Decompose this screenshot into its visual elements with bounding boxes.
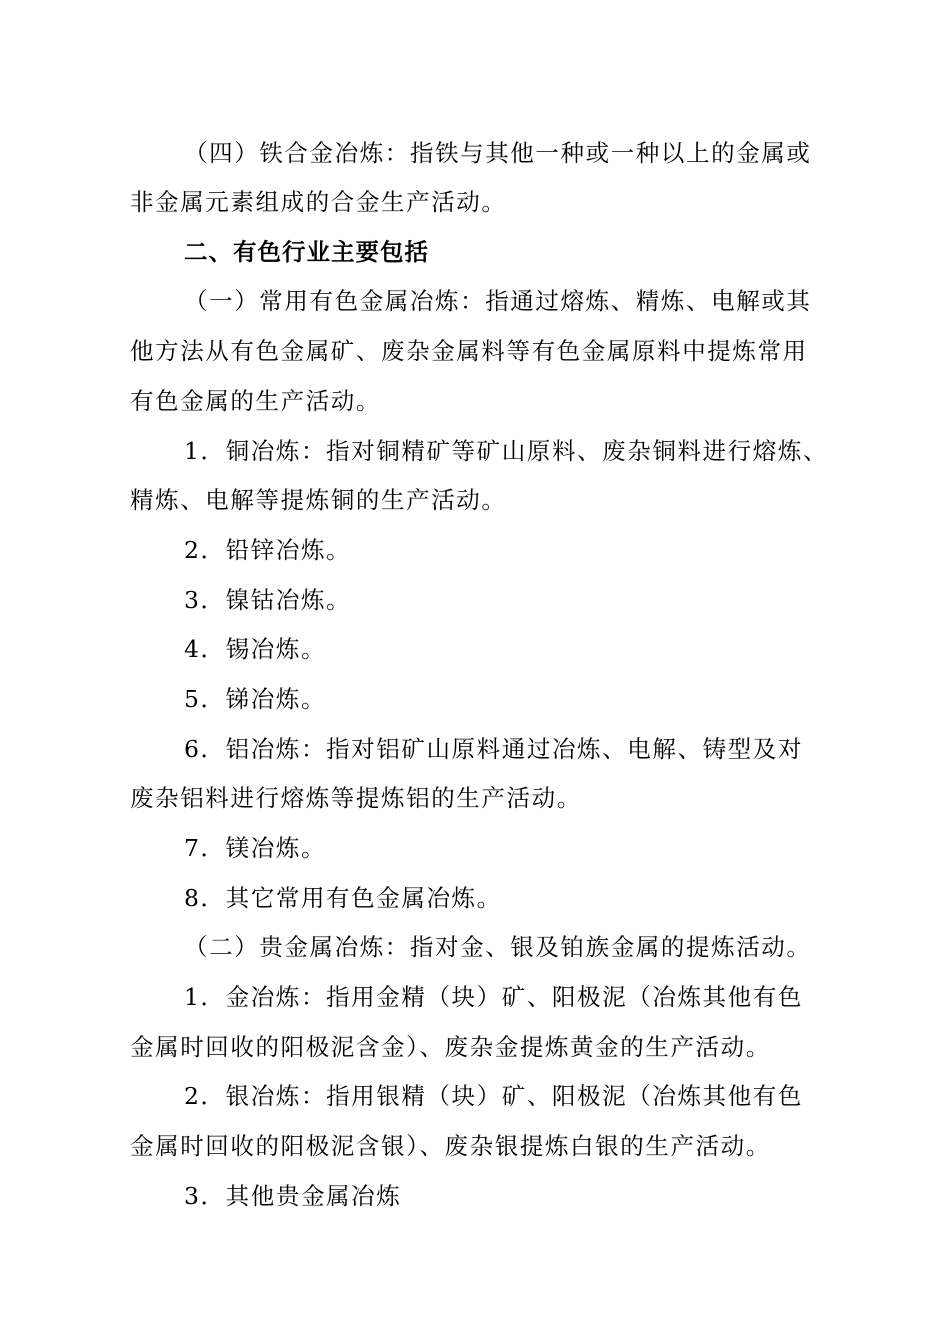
- paragraph-line: （四）铁合金冶炼：指铁与其他一种或一种以上的金属或: [184, 139, 812, 167]
- paragraph-line: 他方法从有色金属矿、废杂金属料等有色金属原料中提炼常用: [130, 337, 808, 365]
- list-item: 6．铝冶炼：指对铝矿山原料通过冶炼、电解、铸型及对: [184, 735, 803, 763]
- list-item: 1．金冶炼：指用金精（块）矿、阳极泥（冶炼其他有色: [184, 983, 803, 1011]
- paragraph-line: （一）常用有色金属冶炼：指通过熔炼、精炼、电解或其: [184, 287, 812, 315]
- paragraph-line: （二）贵金属冶炼：指对金、银及铂族金属的提炼活动。: [184, 933, 812, 961]
- list-item: 7．镁冶炼。: [184, 834, 327, 862]
- paragraph-line: 金属时回收的阳极泥含银）、废杂银提炼白银的生产活动。: [130, 1132, 771, 1160]
- paragraph-line: 1．铜冶炼：指对铜精矿等矿山原料、废杂铜料进行熔炼、: [184, 437, 829, 465]
- paragraph-line: 非金属元素组成的合金生产活动。: [130, 188, 507, 216]
- list-item: 3．其他贵金属冶炼: [184, 1182, 402, 1210]
- paragraph-line: 金属时回收的阳极泥含金）、废杂金提炼黄金的生产活动。: [130, 1033, 771, 1061]
- section-heading: 二、有色行业主要包括: [184, 238, 429, 266]
- paragraph-line: 有色金属的生产活动。: [130, 387, 381, 415]
- list-item: 5．锑冶炼。: [184, 685, 327, 713]
- list-item: 3．镍钴冶炼。: [184, 586, 352, 614]
- list-item: 2．铅锌冶炼。: [184, 536, 352, 564]
- list-item: 2．银冶炼：指用银精（块）矿、阳极泥（冶炼其他有色: [184, 1082, 803, 1110]
- paragraph-line: 精炼、电解等提炼铜的生产活动。: [130, 486, 507, 514]
- list-item: 8．其它常用有色金属冶炼。: [184, 884, 502, 912]
- list-item: 4．锡冶炼。: [184, 635, 327, 663]
- paragraph-line: 废杂铝料进行熔炼等提炼铝的生产活动。: [130, 784, 582, 812]
